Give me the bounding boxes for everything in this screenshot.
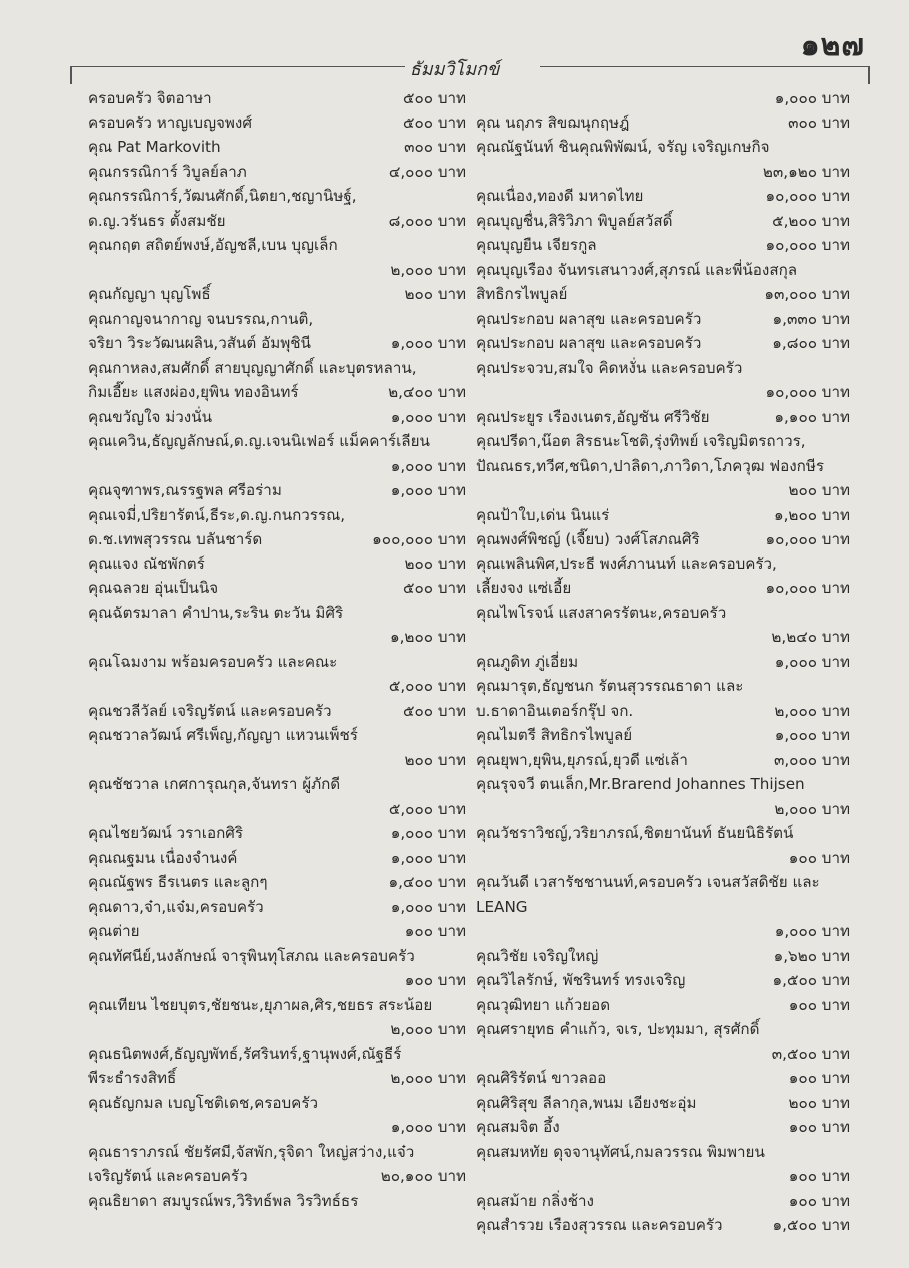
- donation-amount: ๒๐,๑๐๐ บาท: [380, 1167, 466, 1185]
- donation-amount: ๒,๐๐๐ บาท: [774, 799, 850, 818]
- donor-entry: [476, 478, 850, 503]
- donor-name: คุณป้าใบ,เด่น นินแร่: [476, 505, 610, 524]
- donor-entry: [476, 135, 850, 160]
- donor-entry: [476, 1189, 850, 1214]
- donor-name: คุณบุญยืน เจียรกูล: [476, 236, 597, 254]
- donor-name: คุณสมหทัย ดุจจานุทัศน์,กมลวรรณ พิมพายน: [476, 1142, 765, 1161]
- donor-entry: [88, 307, 466, 332]
- donation-amount: ๑๐๐ บาท: [788, 848, 850, 867]
- donor-entry: [88, 576, 466, 601]
- donor-list-right-column: [476, 86, 850, 1238]
- donor-entry: [476, 1140, 850, 1165]
- donor-name: คุณกาหลง,สมศักดิ์ สายบุญญาศักดิ์ และบุตรหลาน,: [88, 358, 417, 377]
- donor-entry: [88, 797, 466, 822]
- donation-amount: ๒๐๐ บาท: [404, 750, 466, 769]
- donor-entry: [88, 772, 466, 797]
- donor-name: คุณรุจจวี ตนเล็ก,Mr.Brarend Johannes Thijsen: [476, 775, 805, 793]
- donor-entry: [476, 258, 850, 283]
- donor-name: กิมเอี๊ยะ แสงผ่อง,ยุพิน ทองอินทร์: [88, 383, 299, 401]
- donation-amount: ๕,๒๐๐ บาท: [772, 211, 850, 230]
- donor-name: คุณฉัตรมาลา คำปาน,ระริน ตะวัน มิศิริ: [88, 603, 344, 622]
- donor-name: คุณไชยวัฒน์ วราเอกศิริ: [88, 824, 244, 842]
- donor-name: เลี้ยงจง แซ่เอี้ย: [476, 579, 572, 597]
- donation-amount: ๑,๒๐๐ บาท: [389, 628, 466, 646]
- donation-amount: ๑,๖๒๐ บาท: [773, 946, 850, 965]
- running-title: ธัมมวิโมกข์: [409, 59, 500, 80]
- donor-entry: [88, 184, 466, 209]
- donor-name: ครอบครัว จิตอาษา: [88, 89, 212, 107]
- donation-amount: ๑,๒๐๐ บาท: [773, 505, 850, 524]
- donor-name: คุณเจมี่,ปริยารัตน์,ธีระ,ด.ญ.กนกวรรณ,: [88, 505, 346, 524]
- donation-amount: ๑๐๐ บาท: [788, 1118, 850, 1136]
- donation-amount: ๑,๐๐๐ บาท: [390, 848, 466, 867]
- donor-name: คุณโฉมงาม พร้อมครอบครัว และคณะ: [88, 652, 338, 671]
- donor-name: คุณดาว,จ๋า,แจ๋ม,ครอบครัว: [88, 897, 264, 916]
- donor-entry: [476, 160, 850, 185]
- donor-entry: [88, 1091, 466, 1116]
- donor-entry: [88, 454, 466, 479]
- donor-name: คุณศิริรัตน์ ขาวลออ: [476, 1069, 607, 1087]
- donor-entry: [476, 331, 850, 356]
- donor-entry: [476, 846, 850, 871]
- donation-amount: ๑,๕๐๐ บาท: [772, 971, 850, 989]
- donation-amount: ๒๐๐ บาท: [404, 554, 466, 573]
- donor-entry: [476, 1042, 850, 1067]
- donor-name: บ.ธาดาอินเตอร์กรุ๊ป จก.: [476, 701, 634, 720]
- donor-entry: [476, 1066, 850, 1091]
- donation-amount: ๑,๐๐๐ บาท: [774, 652, 850, 671]
- donor-name: สิทธิกรไพบูลย์: [476, 285, 568, 303]
- donor-name: คุณณัฐพร ธีรเนตร และลูกๆ: [88, 873, 268, 891]
- donor-entry: [476, 772, 850, 797]
- donor-entry: [88, 503, 466, 528]
- donor-name: ด.ญ.วรันธร ตั้งสมชัย: [88, 211, 226, 230]
- donation-amount: ๑,๑๐๐ บาท: [774, 407, 850, 426]
- donation-amount: ๑,๐๐๐ บาท: [390, 407, 466, 426]
- donor-entry: [88, 86, 466, 111]
- donor-entry: [476, 454, 850, 479]
- donor-entry: [476, 184, 850, 209]
- donor-name: คุณสม้าย กลิ่งช้าง: [476, 1191, 594, 1210]
- donor-entry: [88, 944, 466, 969]
- donor-name: คุณชัชวาล เกศการุณกุล,จันทรา ผู้ภักดี: [88, 775, 341, 793]
- donor-entry: [476, 1115, 850, 1140]
- donation-amount: ๑,๔๐๐ บาท: [388, 873, 466, 891]
- donor-name: ครอบครัว หาญเบญจพงศ์: [88, 113, 252, 132]
- donor-name: คุณไมตรี สิทธิกรไพบูลย์: [476, 726, 633, 744]
- donor-name: คุณธิยาดา สมบูรณ์พร,วิริทธ์พล วิรวิทธ์ธร: [88, 1191, 359, 1210]
- donor-entry: [88, 209, 466, 234]
- donation-amount: ๑,๓๓๐ บาท: [772, 309, 850, 328]
- donation-amount: ๑,๐๐๐ บาท: [774, 89, 850, 107]
- donation-amount: ๑๐๐,๐๐๐ บาท: [372, 530, 466, 548]
- donor-entry: [476, 503, 850, 528]
- donor-name: คุณยุพา,ยุพิน,ยุภรณ์,ยุวดี แซ่เล้า: [476, 750, 688, 769]
- donation-amount: ๕๐๐ บาท: [402, 579, 466, 597]
- donor-entry: [88, 331, 466, 356]
- donor-name: คุณประจวบ,สมใจ คิดหงั่น และครอบครัว: [476, 358, 743, 377]
- donation-amount: ๒,๔๐๐ บาท: [388, 383, 466, 401]
- donor-entry: [88, 233, 466, 258]
- donation-amount: ๑๐๐ บาท: [788, 995, 850, 1014]
- donor-name: เจริญรัตน์ และครอบครัว: [88, 1167, 248, 1185]
- donation-amount: ๑๐๐ บาท: [404, 922, 466, 940]
- donor-entry: [476, 307, 850, 332]
- donor-entry: [88, 699, 466, 724]
- donation-amount: ๑,๕๐๐ บาท: [772, 1216, 850, 1234]
- donor-name: คุณเทียน ไชยบุตร,ชัยชนะ,ยุภาผล,ศิร,ชยธร สระน้อย: [88, 995, 433, 1014]
- donor-name: คุณชวาลวัฒน์ ศรีเพ็ญ,กัญญา แหวนเพ็ชร์: [88, 726, 358, 744]
- donor-name: คุณทัศนีย์,นงลักษณ์ จารุพินทุโสภณ และครอบครัว: [88, 946, 415, 965]
- donor-name: คุณกัญญา บุญโพธิ์: [88, 285, 211, 303]
- donation-amount: ๑๐๐ บาท: [788, 1069, 850, 1087]
- donor-entry: [476, 601, 850, 626]
- donor-name: คุณศรายุทธ คำแก้ว, จเร, ปะทุมมา, สุรศักดิ์: [476, 1020, 760, 1038]
- donor-entry: [476, 209, 850, 234]
- donor-name: คุณต่าย: [88, 922, 140, 940]
- donor-name: คุณมารุต,ธัญชนก รัตนสุวรรณธาดา และ: [476, 677, 744, 695]
- donor-name: คุณวัชราวิชญ์,วริยาภรณ์,ชิตยานันท์ ธันยนิธิรัตน์: [476, 824, 794, 842]
- donor-name: คุณพงศ์พิชญ์ (เจี๊ยบ) วงศ์โสภณศิริ: [476, 530, 700, 548]
- donation-amount: ๑๐๐ บาท: [788, 1191, 850, 1210]
- donation-amount: ๑๐,๐๐๐ บาท: [765, 579, 850, 597]
- donor-name: คุณ Pat Markovith: [88, 138, 221, 156]
- donor-name: คุณกฤต สถิตย์พงษ์,อัญชลี,เบน บุญเล็ก: [88, 236, 338, 254]
- donation-amount: ๘,๐๐๐ บาท: [388, 211, 466, 230]
- donation-amount: ๓๐๐ บาท: [404, 138, 466, 156]
- donor-entry: [476, 944, 850, 969]
- donor-entry: [88, 1042, 466, 1067]
- donation-amount: ๒๐๐ บาท: [788, 1093, 850, 1112]
- donor-entry: [476, 699, 850, 724]
- donor-entry: [88, 895, 466, 920]
- donor-entry: [476, 405, 850, 430]
- donor-entry: [476, 993, 850, 1018]
- donor-entry: [476, 552, 850, 577]
- donation-amount: ๑๐,๐๐๐ บาท: [765, 530, 850, 548]
- donation-amount: ๑,๐๐๐ บาท: [390, 824, 466, 842]
- donor-entry: [88, 527, 466, 552]
- donor-entry: [88, 356, 466, 381]
- donor-entry: [88, 478, 466, 503]
- donor-entry: [88, 748, 466, 773]
- donor-name: คุณฉลวย อุ่นเป็นนิจ: [88, 579, 219, 597]
- donor-entry: [88, 135, 466, 160]
- donor-name: ด.ช.เทพสุวรรณ บลันชาร์ด: [88, 530, 263, 548]
- donor-name: คุณแจง ณัชพักตร์: [88, 554, 205, 573]
- donation-amount: ๕,๐๐๐ บาท: [388, 799, 466, 818]
- donor-name: คุณปรีดา,น๊อต สิรธนะโชติ,รุ่งทิพย์ เจริญมิตรถาวร,: [476, 432, 806, 450]
- donor-entry: [476, 111, 850, 136]
- donor-entry: [476, 527, 850, 552]
- donor-entry: [88, 1017, 466, 1042]
- donor-entry: [88, 870, 466, 895]
- donor-entry: [88, 1066, 466, 1091]
- donation-amount: ๒๐๐ บาท: [788, 481, 850, 499]
- donor-entry: [88, 1115, 466, 1140]
- donation-amount: ๕๐๐ บาท: [402, 701, 466, 720]
- donor-entry: [476, 1091, 850, 1116]
- donor-entry: [88, 1164, 466, 1189]
- donor-entry: [88, 282, 466, 307]
- donor-entry: [88, 625, 466, 650]
- donation-amount: ๒,๐๐๐ บาท: [390, 1069, 466, 1087]
- donor-name: คุณสำรวย เรืองสุวรรณ และครอบครัว: [476, 1216, 723, 1234]
- donation-amount: ๑,๐๐๐ บาท: [774, 726, 850, 744]
- donor-name: คุณเนื่อง,ทองดี มหาดไทย: [476, 187, 644, 205]
- donor-entry: [476, 919, 850, 944]
- donor-entry: [476, 86, 850, 111]
- donor-entry: [476, 1213, 850, 1238]
- donor-name: คุณวันดี เวสารัชชานนท์,ครอบครัว เจนสวัสดิชัย และ: [476, 873, 820, 891]
- donation-amount: ๑,๐๐๐ บาท: [390, 481, 466, 499]
- donor-name: ปัณณธร,ทวีศ,ชนิดา,ปาลิดา,ภาวิดา,โภควุฒ ฟองกษีร: [476, 456, 825, 475]
- donation-amount: ๑๐๐ บาท: [404, 971, 466, 989]
- donor-name: คุณไพโรจน์ แสงสาครรัตนะ,ครอบครัว: [476, 603, 727, 622]
- donor-name: คุณภูดิท ภู่เอี่ยม: [476, 652, 579, 671]
- donor-name: คุณกาญจนากาญ จนบรรณ,กานติ,: [88, 309, 314, 328]
- donor-entry: [88, 821, 466, 846]
- donor-name: คุณวุฒิทยา แก้วยอด: [476, 995, 611, 1014]
- donation-amount: ๑๐,๐๐๐ บาท: [765, 236, 850, 254]
- donor-name: คุณธัญกมล เบญโชติเดช,ครอบครัว: [88, 1093, 319, 1112]
- donor-entry: [476, 233, 850, 258]
- donor-entry: [476, 625, 850, 650]
- donation-amount: ๓,๐๐๐ บาท: [773, 750, 850, 769]
- donation-amount: ๔,๐๐๐ บาท: [388, 162, 466, 181]
- donor-name: คุณประกอบ ผลาสุข และครอบครัว: [476, 334, 702, 352]
- donation-amount: ๓,๕๐๐ บาท: [771, 1044, 850, 1063]
- donor-entry: [88, 405, 466, 430]
- donor-entry: [476, 968, 850, 993]
- donation-amount: ๑๐๐ บาท: [788, 1167, 850, 1185]
- donor-name: จริยา วิระวัฒนผลิน,วสันต์ อัมพุชินี: [88, 334, 311, 352]
- donor-name: คุณกรรณิการ์,วัฒนศักดิ์,นิตยา,ชญานิษฐ์,: [88, 187, 357, 205]
- donor-name: พีระธำรงสิทธิ์: [88, 1069, 177, 1087]
- donor-name: คุณประยูร เรืองเนตร,อัญชัน ศรีวิชัย: [476, 407, 710, 426]
- donor-name: คุณวิชัย เจริญใหญ่: [476, 946, 599, 965]
- donor-entry: [476, 895, 850, 920]
- donor-name: คุณสมจิต อึ้ง: [476, 1118, 560, 1136]
- donor-name: คุณบุญเรือง จันทรเสนาวงศ์,สุภรณ์ และพี่น้องสกุล: [476, 260, 798, 279]
- donation-amount: ๑,๐๐๐ บาท: [390, 897, 466, 916]
- donation-amount: ๒,๒๔๐ บาท: [771, 628, 850, 646]
- donor-name: คุณชวลีวัลย์ เจริญรัตน์ และครอบครัว: [88, 701, 332, 720]
- donor-entry: [88, 601, 466, 626]
- donation-amount: ๒,๐๐๐ บาท: [390, 260, 466, 279]
- donor-name: คุณวิไลรักษ์, พัชรินทร์ ทรงเจริญ: [476, 971, 686, 989]
- donation-amount: ๒,๐๐๐ บาท: [774, 701, 850, 720]
- donor-entry: [88, 1140, 466, 1165]
- donor-entry: [88, 258, 466, 283]
- donor-entry: [476, 650, 850, 675]
- donor-entry: [476, 282, 850, 307]
- donor-name: คุณศิริสุข ลีลากุล,พนม เอียงชะอุ่ม: [476, 1093, 697, 1112]
- donor-entry: [88, 968, 466, 993]
- donor-name: คุณณฐมน เนื่องจำนงค์: [88, 848, 238, 867]
- donation-amount: ๑,๐๐๐ บาท: [390, 1118, 466, 1136]
- donor-entry: [476, 356, 850, 381]
- donor-entry: [476, 380, 850, 405]
- donor-entry: [88, 429, 466, 454]
- donor-entry: [476, 1017, 850, 1042]
- donor-entry: [476, 797, 850, 822]
- donation-amount: ๑๐,๐๐๐ บาท: [765, 187, 850, 205]
- donor-name: คุณเพลินพิศ,ประธี พงศ์ภานนท์ และครอบครัว,: [476, 554, 777, 573]
- donation-amount: ๓๐๐ บาท: [788, 113, 850, 132]
- donor-entry: [88, 552, 466, 577]
- donor-name: คุณณัฐนันท์ ชินคุณพิพัฒน์, จรัญ เจริญเกษกิจ: [476, 138, 770, 156]
- donor-entry: [88, 723, 466, 748]
- donor-entry: [476, 748, 850, 773]
- donor-entry: [476, 576, 850, 601]
- donor-entry: [476, 870, 850, 895]
- donor-name: คุณธนิตพงศ์,ธัญญพัทธ์,รัศรินทร์,ฐานุพงศ์,ณัฐธีร์: [88, 1044, 402, 1063]
- donor-name: คุณธาราภรณ์ ชัยรัศมี,จัสพัก,รุจิดา ใหญ่สว่าง,แจ๋ว: [88, 1142, 415, 1161]
- page-number: ๑๒๗: [800, 28, 865, 63]
- donor-entry: [88, 160, 466, 185]
- donor-entry: [88, 674, 466, 699]
- donor-list-left-column: [88, 86, 466, 1213]
- donor-name: คุณ นฤภร สิขฌนุกฤษฎ์: [476, 113, 630, 132]
- donor-entry: [476, 1164, 850, 1189]
- donation-amount: ๕๐๐ บาท: [402, 89, 466, 107]
- donor-name: คุณกรรณิการ์ วิบูลย์ลาภ: [88, 162, 247, 181]
- donation-amount: ๒๓,๑๒๐ บาท: [762, 162, 850, 181]
- donation-amount: ๒,๐๐๐ บาท: [390, 1020, 466, 1038]
- donor-entry: [476, 821, 850, 846]
- donor-entry: [476, 723, 850, 748]
- donation-amount: ๕๐๐ บาท: [402, 113, 466, 132]
- donor-name: คุณประกอบ ผลาสุข และครอบครัว: [476, 309, 702, 328]
- donation-amount: ๒๐๐ บาท: [404, 285, 466, 303]
- donation-amount: ๑๓,๐๐๐ บาท: [764, 285, 850, 303]
- donor-entry: [88, 846, 466, 871]
- donor-entry: [88, 380, 466, 405]
- donor-entry: [88, 650, 466, 675]
- donor-entry: [476, 429, 850, 454]
- donation-amount: ๑,๐๐๐ บาท: [390, 334, 466, 352]
- donor-name: คุณเควิน,ธัญญลักษณ์,ด.ญ.เจนนิเฟอร์ แม็คคาร์เลียน: [88, 432, 430, 450]
- donor-entry: [88, 919, 466, 944]
- donor-entry: [476, 674, 850, 699]
- donation-amount: ๑,๐๐๐ บาท: [774, 922, 850, 940]
- donor-name: คุณจุฑาพร,ณรรฐพล ศรีอร่าม: [88, 481, 282, 499]
- donor-entry: [88, 111, 466, 136]
- donor-name: คุณขวัญใจ ม่วงนั่น: [88, 407, 212, 426]
- donor-entry: [88, 993, 466, 1018]
- donor-entry: [88, 1189, 466, 1214]
- donor-name: LEANG: [476, 897, 528, 916]
- donation-amount: ๑๐,๐๐๐ บาท: [765, 383, 850, 401]
- donation-amount: ๑,๐๐๐ บาท: [390, 456, 466, 475]
- donation-amount: ๑,๘๐๐ บาท: [772, 334, 850, 352]
- donation-amount: ๕,๐๐๐ บาท: [388, 677, 466, 695]
- donor-name: คุณบุญชื่น,สิริวิภา พิบูลย์สวัสดิ์: [476, 211, 673, 230]
